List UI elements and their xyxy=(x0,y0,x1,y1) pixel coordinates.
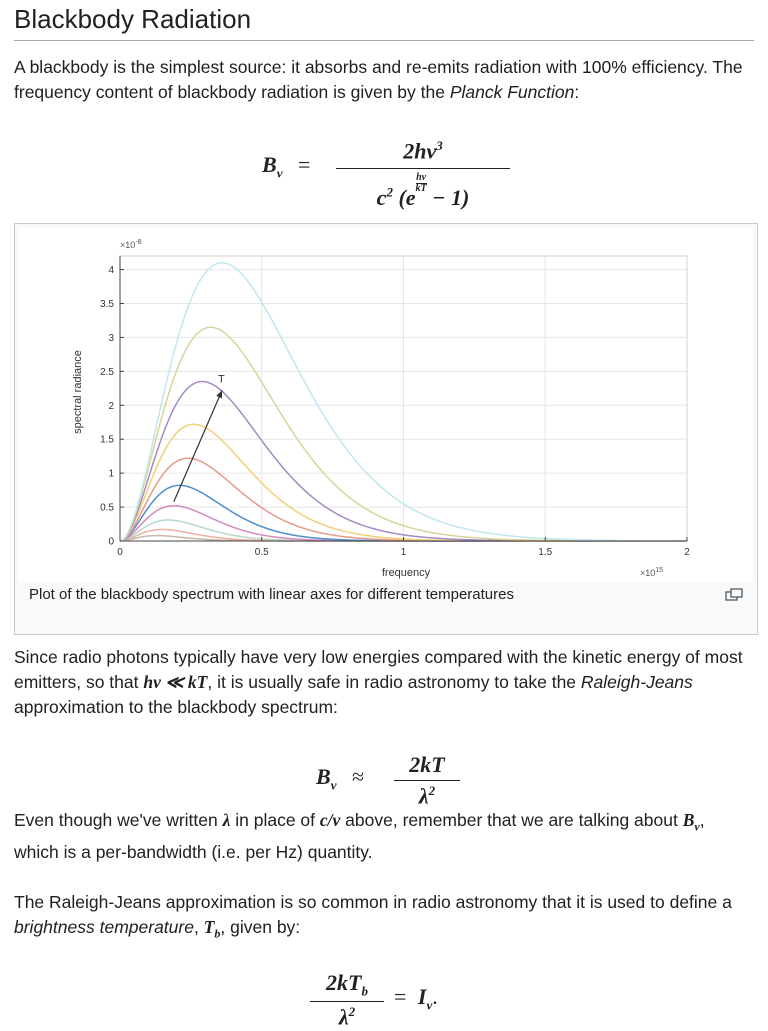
rj-fraction xyxy=(394,752,460,809)
raleigh-jeans-link: Raleigh-Jeans xyxy=(580,672,693,692)
rj-denominator: $\lambda^2$ xyxy=(418,783,436,809)
brightness-text-3: , given by: xyxy=(220,917,301,937)
x-tick-label: 1.5 xyxy=(538,547,553,558)
temperature-arrow-label: T xyxy=(218,373,225,386)
planck-denominator: $c^2$ (e $\frac{h\nu}{kT}$ − 1) xyxy=(376,172,470,211)
c-over-nu-math: c/ν xyxy=(319,810,341,830)
y-tick-label: 4 xyxy=(108,265,114,277)
title-divider xyxy=(14,40,754,41)
y-tick-label: 0 xyxy=(108,536,114,548)
y-axis-label: spectral radiance xyxy=(72,350,84,434)
intro-paragraph xyxy=(14,55,744,105)
y-multiplier-label: $\times 10^{-8}$ xyxy=(120,239,142,250)
tb-math: T xyxy=(203,917,215,937)
y-tick-label: 3 xyxy=(108,332,114,344)
note-text-1: Even though we've written xyxy=(14,810,223,830)
planck-lhs: $B_\nu$ = xyxy=(262,152,311,181)
brightness-denominator: $\lambda^2$ xyxy=(338,1004,356,1030)
rj-intro-text-1: Since radio photons typically have very low energies compared with the kinetic energy of most emitters, so that xyxy=(14,647,743,692)
figure-caption: Plot of the blackbody spectrum with linear axes for different temperatures xyxy=(29,586,514,603)
b-nu-subscript: ν xyxy=(694,819,700,834)
brightness-temperature-link: brightness temperature xyxy=(14,917,194,937)
brightness-paragraph xyxy=(14,890,744,947)
note-text-4: , which is a per-bandwidth (i.e. per Hz) quantity. xyxy=(14,810,705,862)
x-tick-label: 0 xyxy=(117,547,123,558)
rj-intro-paragraph xyxy=(14,645,744,720)
rj-lhs: $B_\nu$ ≈ xyxy=(316,764,365,793)
temperature-arrow xyxy=(174,390,222,501)
x-multiplier-label: $\times 10^{15}$ xyxy=(640,567,664,578)
intro-text-before: A blackbody is the simplest source: it absorbs and re-emits radiation with 100% efficiency. The frequency content of blackbody radiation is given by the xyxy=(14,57,743,102)
brightness-text-1: The Raleigh-Jeans approximation is so common in radio astronomy that it is used to define a xyxy=(14,892,732,912)
note-text-3: above, remember that we are talking about xyxy=(340,810,683,830)
planck-numerator: $2h\nu^3$ xyxy=(336,138,510,169)
tb-subscript: b xyxy=(214,926,221,941)
planck-exponent: $\frac{h\nu}{kT}$ xyxy=(415,172,427,195)
y-tick-label: 3.5 xyxy=(100,299,114,310)
brightness-numerator: $2kT_b$ xyxy=(310,970,384,1002)
b-nu-math: B xyxy=(682,810,695,830)
brightness-text-2: , xyxy=(193,917,204,937)
page-title: Blackbody Radiation xyxy=(14,4,252,34)
rj-intro-text-3: approximation to the blackbody spectrum: xyxy=(14,697,338,717)
rj-intro-text-2: , it is usually safe in radio astronomy to take the xyxy=(207,672,581,692)
brightness-rhs: = $I_\nu$. xyxy=(394,984,438,1013)
lambda-math: λ xyxy=(222,810,231,830)
y-tick-label: 1.5 xyxy=(100,434,114,446)
x-tick-label: 0.5 xyxy=(254,547,269,558)
y-tick-label: 0.5 xyxy=(100,502,114,514)
rj-numerator: 2kT xyxy=(394,752,460,781)
y-tick-label: 2.5 xyxy=(100,366,114,378)
planck-function-link: Planck Function xyxy=(449,82,575,102)
note-text-2: in place of xyxy=(230,810,320,830)
intro-text-after: : xyxy=(574,82,580,102)
plot-area xyxy=(19,228,753,582)
rj-condition-math: hν ≪ kT xyxy=(143,672,208,692)
x-axis-label: frequency xyxy=(381,567,431,579)
enlarge-icon[interactable] xyxy=(725,588,743,602)
x-tick-label: 2 xyxy=(684,547,690,558)
y-tick-label: 2 xyxy=(108,400,114,412)
note-paragraph xyxy=(14,808,744,865)
blackbody-figure xyxy=(14,223,758,635)
planck-fraction xyxy=(336,138,510,211)
y-tick-label: 1 xyxy=(108,468,114,480)
blackbody-chart xyxy=(19,228,753,582)
brightness-fraction xyxy=(310,970,384,1031)
x-tick-label: 1 xyxy=(400,547,407,558)
